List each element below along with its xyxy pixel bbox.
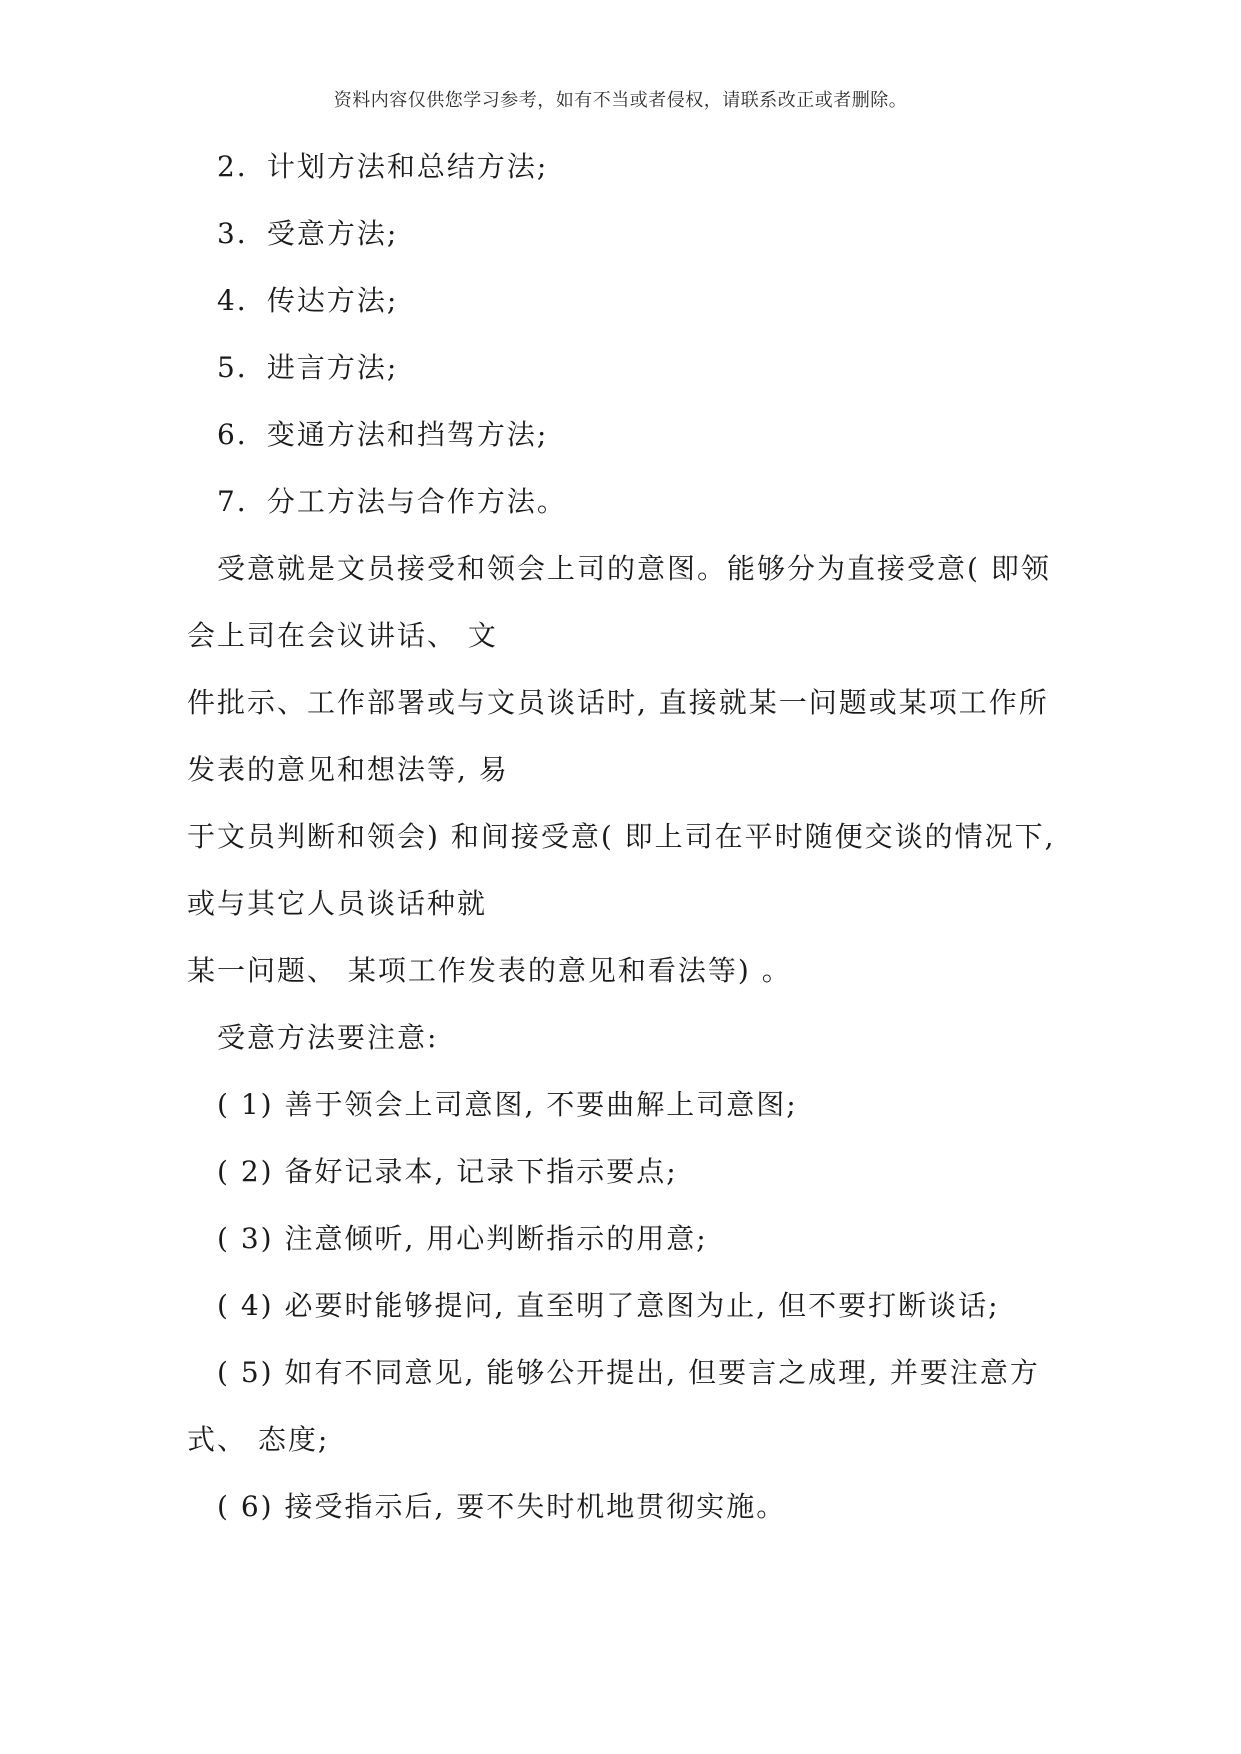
paragraph-line: 受意就是文员接受和领会上司的意图。能够分为直接受意( 即领 [217,552,1051,585]
paragraph-line: 某一问题、 某项工作发表的意见和看法等) 。 [187,954,792,987]
copyright-note: 资料内容仅供您学习参考，如有不当或者侵权，请联系改正或者删除。 [333,90,908,111]
list-item: 2．计划方法和总结方法; [217,150,549,183]
paragraph-line: 发表的意见和想法等, 易 [187,753,509,786]
list-item-continuation: 式、 态度; [187,1423,330,1456]
list-item: ( 1) 善于领会上司意图, 不要曲解上司意图; [217,1088,798,1121]
section-heading: 受意方法要注意: [217,1021,439,1054]
paragraph-line: 件批示、工作部署或与文员谈话时, 直接就某一问题或某项工作所 [187,686,1049,719]
paragraph-line: 会上司在会议讲话、 文 [187,619,498,652]
list-item: 3．受意方法; [217,217,399,250]
list-item: ( 3) 注意倾听, 用心判断指示的用意; [217,1222,708,1255]
paragraph-line: 于文员判断和领会) 和间接受意( 即上司在平时随便交谈的情况下, [187,820,1056,853]
list-item: ( 5) 如有不同意见, 能够公开提出, 但要言之成理, 并要注意方 [217,1356,1040,1389]
list-item: 5．进言方法; [217,351,399,384]
list-item: ( 2) 备好记录本, 记录下指示要点; [217,1155,678,1188]
list-item: ( 6) 接受指示后, 要不失时机地贯彻实施。 [217,1490,787,1523]
paragraph-line: 或与其它人员谈话种就 [187,887,488,920]
list-item: 4．传达方法; [217,284,399,317]
list-item: 6．变通方法和挡驾方法; [217,418,549,451]
list-item: ( 4) 必要时能够提问, 直至明了意图为止, 但不要打断谈话; [217,1289,1000,1322]
list-item: 7．分工方法与合作方法。 [217,485,567,518]
